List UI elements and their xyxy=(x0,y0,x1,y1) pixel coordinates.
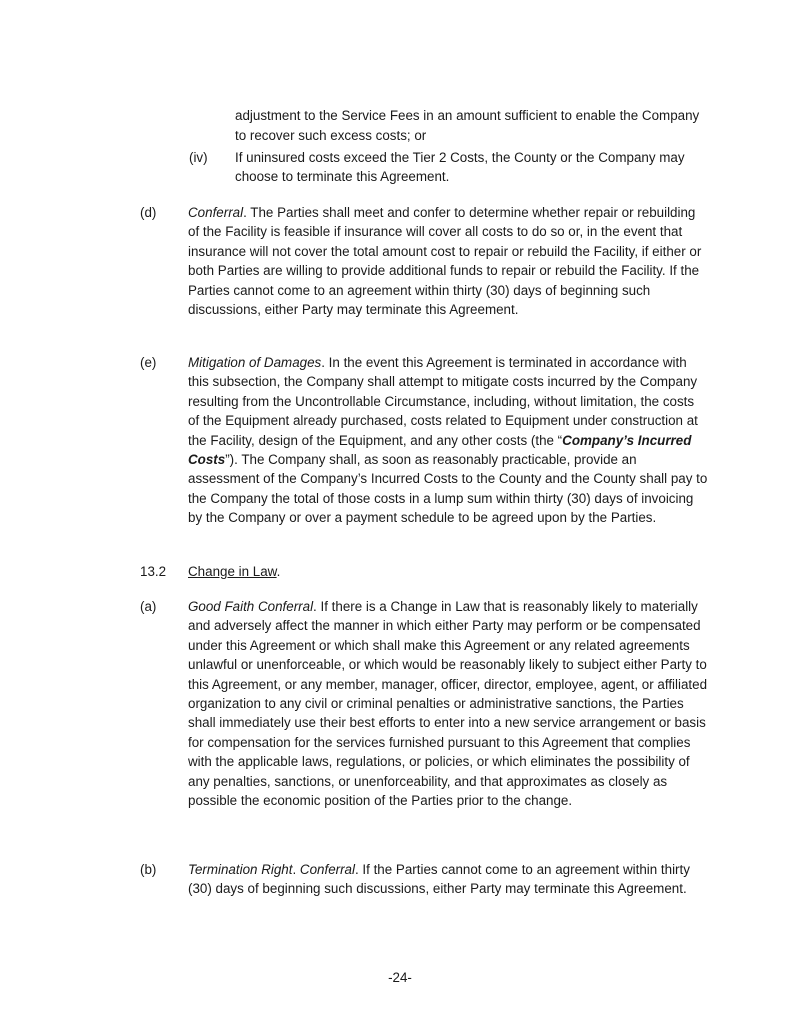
item-a-heading: Good Faith Conferral xyxy=(188,599,314,614)
item-e-heading: Mitigation of Damages xyxy=(188,355,322,370)
item-iv-marker: (iv) xyxy=(189,150,208,165)
item-b-heading-1: Termination Right xyxy=(188,862,293,877)
item-e-text-after: ”). The Company shall, as soon as reasonably practicable, provide an assessment of the Company’s Incurred Costs to the County and the County shall pay to the Company the total of those costs in a lump sum within thirty (30) days of invoicing by the Company or over a payment schedule to be agreed upon by the Parties. xyxy=(188,452,708,526)
item-e-paragraph xyxy=(188,353,708,528)
item-b-heading-2: Conferral xyxy=(299,862,355,877)
item-b-marker: (b) xyxy=(140,862,157,877)
item-e-text-before: . In the event this Agreement is terminated in accordance with this subsection, the Company shall attempt to mitigate costs incurred by the Company resulting from the Uncontrollable Circumstance, including, without limitation, the costs of the Equipment already purchased, costs related to Equipment under construction at the Facility, design of the Equipment, and any other costs (the “ xyxy=(188,355,698,448)
item-b-paragraph xyxy=(188,860,708,899)
item-d-text: . The Parties shall meet and confer to determine whether repair or rebuilding of the Facility is feasible if insurance will cover all costs to do so or, in the event that insurance will not cover the total amount cost to repair or rebuild the Facility, if either or both Parties are willing to provide additional funds to repair or rebuild the Facility. If the Parties cannot come to an agreement within thirty (30) days of beginning such discussions, either Party may terminate this Agreement. xyxy=(188,205,702,318)
item-b-text: . If the Parties cannot come to an agreement within thirty (30) days of beginning such discussions, either Party may terminate this Agreement. xyxy=(188,862,690,897)
item-e-defined-term: Company’s Incurred Costs xyxy=(188,432,692,468)
item-b-separator: . xyxy=(292,862,300,877)
item-d-heading: Conferral xyxy=(188,205,244,220)
section-title: Change in Law xyxy=(188,564,277,579)
item-a-text: . If there is a Change in Law that is reasonably likely to materially and adversely affect the manner in which either Party may perform or be compensated under this Agreement or which shall make this Agreement or any related agreements unlawful or unenforceable, or which would be reasonably likely to subject either Party to this Agreement, or any member, manager, officer, director, employee, agent, or affiliated organization to any civil or criminal penalties or administrative sanctions, the Parties shall immediately use their best efforts to enter into a new service arrangement or basis for compensation for the services furnished pursuant to this Agreement that complies with the applicable laws, regulations, or policies, or which eliminates the possibility of any penalties, sanctions, or unenforceability, and that approximates as closely as possible the economic position of the Parties prior to the change. xyxy=(188,599,708,809)
item-d-marker: (d) xyxy=(140,205,157,220)
section-title-period: . xyxy=(276,564,281,579)
item-a-paragraph xyxy=(188,597,708,810)
item-d-paragraph xyxy=(188,203,708,319)
section-number: 13.2 xyxy=(140,564,167,579)
page-number: -24- xyxy=(388,970,412,985)
item-iv-text: If uninsured costs exceed the Tier 2 Costs, the County or the Company may choose to terminate this Agreement. xyxy=(235,150,685,185)
section-title-wrap xyxy=(188,562,280,581)
item-e-marker: (e) xyxy=(140,355,157,370)
item-a-marker: (a) xyxy=(140,599,157,614)
continued-paragraph: adjustment to the Service Fees in an amount sufficient to enable the Company to recover such excess costs; or xyxy=(235,108,700,143)
